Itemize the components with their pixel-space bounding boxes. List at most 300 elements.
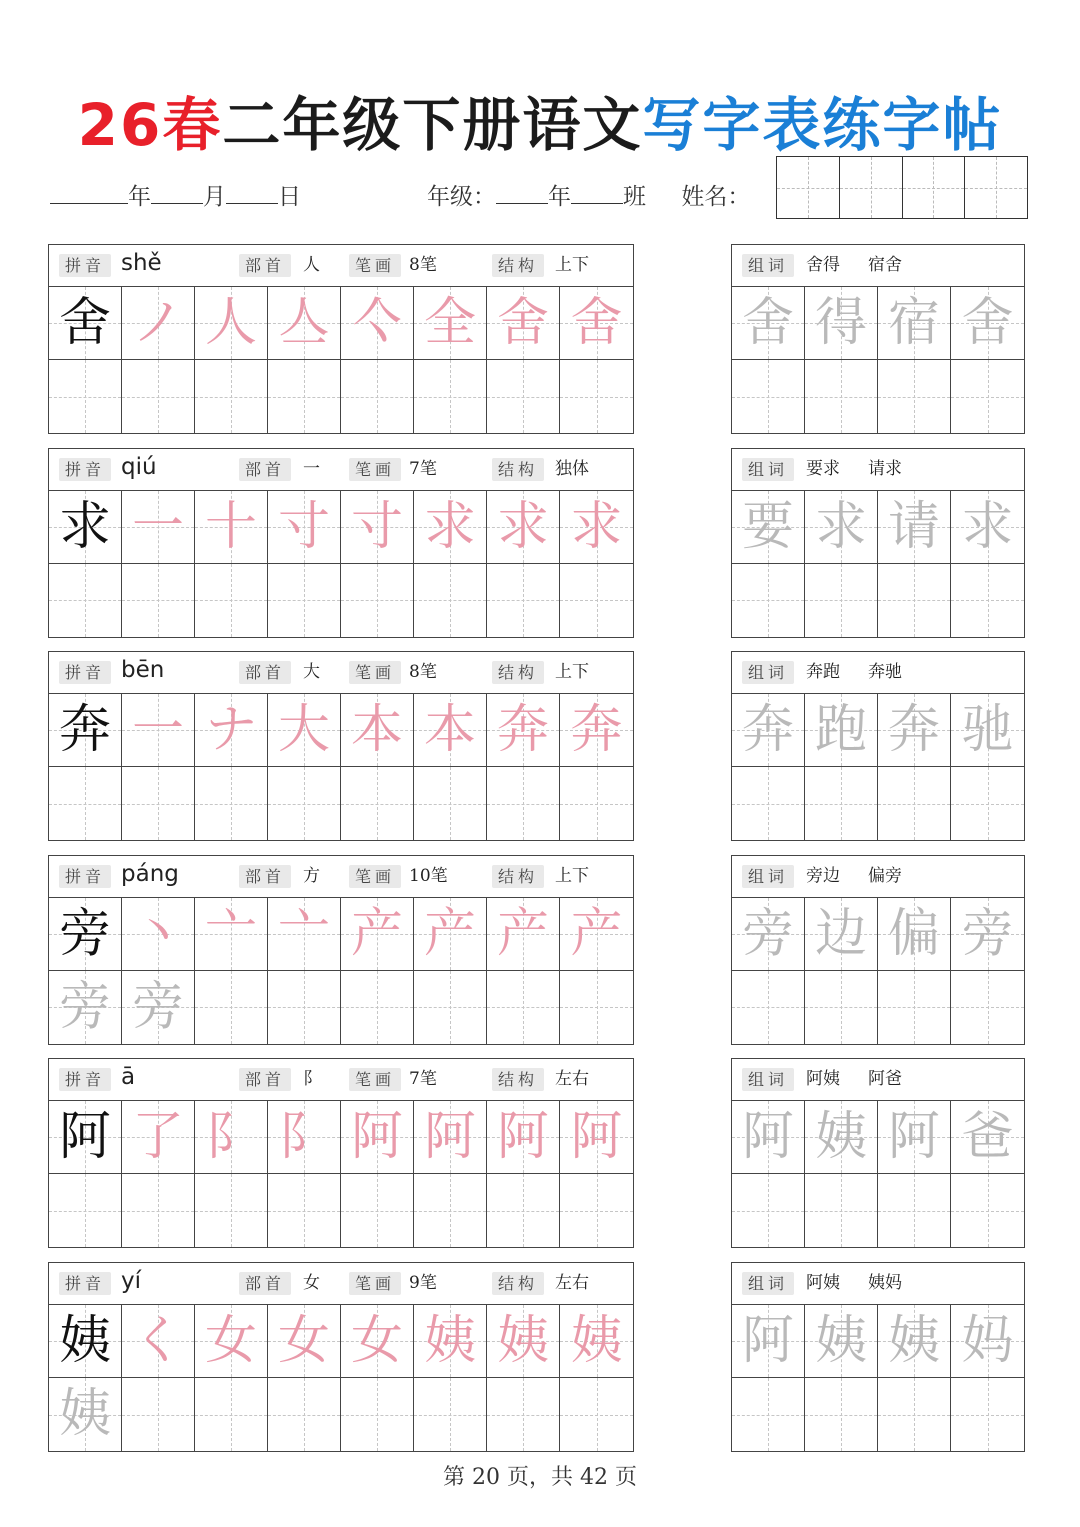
word-panel xyxy=(731,244,1025,434)
writing-cell[interactable] xyxy=(341,1174,414,1247)
word-writing-cell[interactable] xyxy=(805,971,878,1044)
word-header xyxy=(732,1263,1024,1305)
stroke-step-character: 阝 xyxy=(277,1107,330,1168)
word-1: 阿姨 xyxy=(806,1273,840,1293)
word-writing-cell[interactable] xyxy=(951,1174,1024,1247)
word-writing-cell[interactable] xyxy=(732,694,805,767)
writing-cell[interactable] xyxy=(487,491,560,564)
writing-cell[interactable] xyxy=(268,694,341,767)
writing-cell[interactable] xyxy=(49,971,122,1044)
pinyin-tag: 拼音 xyxy=(59,661,111,684)
stroke-step-character: 产 xyxy=(570,903,623,964)
radical-tag: 部首 xyxy=(239,1272,291,1295)
year-blank[interactable] xyxy=(50,181,128,204)
writing-cell[interactable] xyxy=(560,767,633,840)
writing-cell[interactable] xyxy=(560,694,633,767)
stroke-step-character: 本 xyxy=(350,700,403,761)
writing-cell[interactable] xyxy=(414,898,487,971)
word-trace-character: 求 xyxy=(961,496,1014,557)
writing-cell[interactable] xyxy=(122,1101,195,1174)
writing-cell[interactable] xyxy=(487,287,560,360)
strokes-value: 7笔 xyxy=(409,1069,437,1090)
stroke-step-character: 阿 xyxy=(570,1107,623,1168)
word-2: 阿爸 xyxy=(868,1069,902,1090)
writing-cell[interactable] xyxy=(560,1174,633,1247)
writing-cell[interactable] xyxy=(268,287,341,360)
writing-cell[interactable] xyxy=(341,491,414,564)
writing-cell[interactable] xyxy=(49,1174,122,1247)
writing-cell[interactable] xyxy=(560,1101,633,1174)
writing-cell[interactable] xyxy=(341,971,414,1044)
word-writing-cell[interactable] xyxy=(878,767,951,840)
stroke-step-character: 求 xyxy=(423,496,476,557)
word-trace-character: 姨 xyxy=(814,1311,867,1371)
writing-cell[interactable] xyxy=(487,898,560,971)
word-2: 奔驰 xyxy=(868,662,902,683)
stroke-step-character: 舍 xyxy=(570,293,623,353)
word-writing-cell[interactable] xyxy=(878,287,951,360)
writing-cell[interactable] xyxy=(122,1378,195,1451)
stroke-step-character: 求 xyxy=(496,496,549,557)
writing-cell[interactable] xyxy=(122,694,195,767)
writing-cell[interactable] xyxy=(49,1305,122,1378)
structure-tag: 结构 xyxy=(492,1272,544,1295)
writing-cell[interactable] xyxy=(341,564,414,637)
word-2: 宿舍 xyxy=(868,255,902,275)
stroke-step-character: 亠 xyxy=(277,903,330,964)
writing-cell[interactable] xyxy=(560,1378,633,1451)
stroke-step-character: 求 xyxy=(570,496,623,557)
structure-tag: 结构 xyxy=(492,254,544,277)
word-writing-cell[interactable] xyxy=(732,360,805,433)
stroke-step-character: 产 xyxy=(350,903,403,964)
strokes-tag: 笔画 xyxy=(349,1068,401,1091)
writing-cell[interactable] xyxy=(341,287,414,360)
word-writing-cell[interactable] xyxy=(878,1101,951,1174)
word-writing-cell[interactable] xyxy=(732,491,805,564)
stroke-step-character: ナ xyxy=(204,700,257,761)
radical-value: 一 xyxy=(303,458,320,479)
character-panel xyxy=(48,244,634,434)
writing-cell[interactable] xyxy=(49,491,122,564)
writing-cell[interactable] xyxy=(414,694,487,767)
structure-value: 上下 xyxy=(555,255,589,275)
word-trace-character: 旁 xyxy=(741,903,794,964)
writing-cell[interactable] xyxy=(195,1378,268,1451)
writing-cell[interactable] xyxy=(341,360,414,433)
grade-blank[interactable] xyxy=(496,181,548,204)
radical-tag: 部首 xyxy=(239,661,291,684)
word-trace-character: 舍 xyxy=(961,293,1014,353)
writing-cell[interactable] xyxy=(195,287,268,360)
month-blank[interactable] xyxy=(151,181,203,204)
word-writing-cell[interactable] xyxy=(878,564,951,637)
writing-cell[interactable] xyxy=(195,971,268,1044)
stroke-step-character: 奔 xyxy=(496,700,549,761)
word-writing-cell[interactable] xyxy=(732,1378,805,1451)
writing-cell[interactable] xyxy=(560,491,633,564)
title-part-1: 26春 xyxy=(77,91,223,159)
strokes-value: 10笔 xyxy=(409,865,448,886)
word-writing-cell[interactable] xyxy=(878,898,951,971)
radical-value: 女 xyxy=(303,1273,320,1293)
word-writing-cell[interactable] xyxy=(951,287,1024,360)
words-tag: 组词 xyxy=(742,1272,794,1295)
word-trace-character: 驰 xyxy=(961,700,1014,761)
strokes-value: 7笔 xyxy=(409,458,437,479)
word-header xyxy=(732,1059,1024,1101)
word-header xyxy=(732,449,1024,491)
stroke-step-character: 本 xyxy=(423,700,476,761)
writing-cell[interactable] xyxy=(268,971,341,1044)
word-panel xyxy=(731,1262,1025,1452)
stroke-step-character: 大 xyxy=(277,700,330,761)
writing-cell[interactable] xyxy=(341,694,414,767)
word-trace-character: 奔 xyxy=(741,700,794,761)
writing-cell[interactable] xyxy=(49,360,122,433)
character-panel xyxy=(48,448,634,638)
word-trace-character: 舍 xyxy=(741,293,794,353)
writing-cell[interactable] xyxy=(414,491,487,564)
strokes-value: 8笔 xyxy=(409,255,437,275)
word-writing-cell[interactable] xyxy=(805,767,878,840)
word-trace-character: 阿 xyxy=(741,1107,794,1168)
writing-cell[interactable] xyxy=(122,971,195,1044)
word-writing-cell[interactable] xyxy=(732,1305,805,1378)
writing-cell[interactable] xyxy=(122,1174,195,1247)
writing-cell[interactable] xyxy=(122,360,195,433)
model-character: 求 xyxy=(58,496,111,557)
structure-value: 左右 xyxy=(555,1069,589,1090)
word-panel xyxy=(731,651,1025,841)
word-writing-cell[interactable] xyxy=(805,491,878,564)
writing-cell[interactable] xyxy=(414,971,487,1044)
word-writing-cell[interactable] xyxy=(805,360,878,433)
writing-cell[interactable] xyxy=(268,1174,341,1247)
writing-cell[interactable] xyxy=(414,287,487,360)
writing-cell[interactable] xyxy=(49,767,122,840)
word-writing-cell[interactable] xyxy=(878,1378,951,1451)
writing-cell[interactable] xyxy=(195,767,268,840)
word-writing-cell[interactable] xyxy=(878,694,951,767)
word-writing-cell[interactable] xyxy=(878,971,951,1044)
word-writing-cell[interactable] xyxy=(805,1305,878,1378)
stroke-step-character: 亠 xyxy=(204,903,257,964)
radical-value: 方 xyxy=(303,865,320,886)
writing-cell[interactable] xyxy=(49,564,122,637)
stroke-step-character: 人 xyxy=(204,293,257,353)
model-character: 奔 xyxy=(58,700,111,761)
radical-tag: 部首 xyxy=(239,458,291,481)
word-writing-cell[interactable] xyxy=(805,898,878,971)
writing-cell[interactable] xyxy=(195,491,268,564)
stroke-step-character: 产 xyxy=(496,903,549,964)
strokes-tag: 笔画 xyxy=(349,254,401,277)
word-1: 要求 xyxy=(806,458,840,479)
writing-cell[interactable] xyxy=(414,1101,487,1174)
word-writing-cell[interactable] xyxy=(805,1101,878,1174)
writing-cell[interactable] xyxy=(560,971,633,1044)
stroke-step-character: ノ xyxy=(131,293,184,353)
word-writing-cell[interactable] xyxy=(951,1305,1024,1378)
trace-character: 旁 xyxy=(58,976,111,1037)
stroke-step-character: 全 xyxy=(423,293,476,353)
pinyin-tag: 拼音 xyxy=(59,1068,111,1091)
character-info-header xyxy=(49,245,633,287)
word-writing-cell[interactable] xyxy=(732,971,805,1044)
stroke-step-character: 阿 xyxy=(496,1107,549,1168)
stroke-step-character: 姨 xyxy=(570,1311,623,1371)
writing-cell[interactable] xyxy=(487,1378,560,1451)
stroke-step-character: 奔 xyxy=(570,700,623,761)
word-writing-cell[interactable] xyxy=(732,564,805,637)
character-info-header xyxy=(49,652,633,694)
structure-tag: 结构 xyxy=(492,1068,544,1091)
day-label: 日 xyxy=(278,184,301,210)
stroke-step-character: 丶 xyxy=(131,903,184,964)
writing-cell[interactable] xyxy=(122,1305,195,1378)
writing-cell[interactable] xyxy=(122,898,195,971)
pinyin-tag: 拼音 xyxy=(59,1272,111,1295)
writing-cell[interactable] xyxy=(487,694,560,767)
radical-tag: 部首 xyxy=(239,865,291,888)
writing-cell[interactable] xyxy=(122,564,195,637)
writing-cell[interactable] xyxy=(560,898,633,971)
writing-cell[interactable] xyxy=(341,898,414,971)
word-1: 舍得 xyxy=(806,255,840,275)
writing-cell[interactable] xyxy=(414,360,487,433)
character-info-header xyxy=(49,856,633,898)
page-title xyxy=(0,78,1080,162)
word-writing-cell[interactable] xyxy=(805,287,878,360)
writing-cell[interactable] xyxy=(195,1174,268,1247)
pinyin-tag: 拼音 xyxy=(59,865,111,888)
writing-cell[interactable] xyxy=(341,1305,414,1378)
stroke-step-character: 阿 xyxy=(350,1107,403,1168)
structure-value: 上下 xyxy=(555,662,589,683)
word-writing-cell[interactable] xyxy=(951,1101,1024,1174)
word-writing-cell[interactable] xyxy=(951,360,1024,433)
radical-tag: 部首 xyxy=(239,1068,291,1091)
month-label: 月 xyxy=(203,184,226,210)
word-writing-cell[interactable] xyxy=(805,1378,878,1451)
word-trace-character: 阿 xyxy=(741,1311,794,1371)
writing-cell[interactable] xyxy=(49,898,122,971)
character-panel xyxy=(48,1058,634,1248)
writing-cell[interactable] xyxy=(341,1378,414,1451)
word-trace-character: 偏 xyxy=(887,903,940,964)
writing-cell[interactable] xyxy=(268,767,341,840)
writing-cell[interactable] xyxy=(195,1305,268,1378)
writing-cell[interactable] xyxy=(195,360,268,433)
word-1: 阿姨 xyxy=(806,1069,840,1090)
words-tag: 组词 xyxy=(742,865,794,888)
writing-cell[interactable] xyxy=(268,1101,341,1174)
strokes-tag: 笔画 xyxy=(349,1272,401,1295)
character-info-header xyxy=(49,1059,633,1101)
word-header xyxy=(732,856,1024,898)
stroke-step-character: 了 xyxy=(131,1107,184,1168)
model-character: 姨 xyxy=(58,1311,111,1371)
model-character: 舍 xyxy=(58,293,111,353)
writing-cell[interactable] xyxy=(122,767,195,840)
stroke-step-character: 寸 xyxy=(277,496,330,557)
word-writing-cell[interactable] xyxy=(732,287,805,360)
writing-cell[interactable] xyxy=(341,1101,414,1174)
strokes-tag: 笔画 xyxy=(349,865,401,888)
writing-cell[interactable] xyxy=(268,564,341,637)
writing-cell[interactable] xyxy=(414,564,487,637)
writing-cell[interactable] xyxy=(49,1101,122,1174)
stroke-step-character: 阿 xyxy=(423,1107,476,1168)
writing-cell[interactable] xyxy=(414,767,487,840)
day-blank[interactable] xyxy=(226,181,278,204)
pinyin-value: bēn xyxy=(121,657,165,684)
pinyin-value: ā xyxy=(121,1064,136,1091)
word-trace-character: 请 xyxy=(887,496,940,557)
writing-cell[interactable] xyxy=(268,898,341,971)
word-panel xyxy=(731,1058,1025,1248)
word-trace-character: 边 xyxy=(814,903,867,964)
character-panel xyxy=(48,1262,634,1452)
words-tag: 组词 xyxy=(742,458,794,481)
word-trace-character: 奔 xyxy=(887,700,940,761)
word-writing-cell[interactable] xyxy=(805,1174,878,1247)
stroke-step-character: 一 xyxy=(131,700,184,761)
writing-cell[interactable] xyxy=(487,1101,560,1174)
character-info-header xyxy=(49,1263,633,1305)
writing-cell[interactable] xyxy=(487,1174,560,1247)
word-writing-cell[interactable] xyxy=(951,491,1024,564)
word-writing-cell[interactable] xyxy=(805,694,878,767)
stroke-step-character: 女 xyxy=(350,1311,403,1371)
word-writing-cell[interactable] xyxy=(732,898,805,971)
writing-cell[interactable] xyxy=(195,694,268,767)
radical-value: 人 xyxy=(303,255,320,275)
word-writing-cell[interactable] xyxy=(878,1305,951,1378)
character-panel xyxy=(48,651,634,841)
word-trace-character: 得 xyxy=(814,293,867,353)
writing-cell[interactable] xyxy=(49,694,122,767)
structure-tag: 结构 xyxy=(492,865,544,888)
radical-value: 大 xyxy=(303,662,320,683)
stroke-step-character: 亽 xyxy=(350,293,403,353)
words-tag: 组词 xyxy=(742,661,794,684)
title-part-2: 二年级下册语文 xyxy=(222,91,643,159)
structure-tag: 结构 xyxy=(492,458,544,481)
writing-cell[interactable] xyxy=(560,360,633,433)
words-tag: 组词 xyxy=(742,254,794,277)
word-writing-cell[interactable] xyxy=(951,971,1024,1044)
grade-year-label: 年 xyxy=(548,184,571,210)
word-trace-character: 要 xyxy=(741,496,794,557)
name-label: 姓名： xyxy=(681,184,751,210)
word-trace-character: 宿 xyxy=(887,293,940,353)
word-writing-cell[interactable] xyxy=(732,767,805,840)
writing-cell[interactable] xyxy=(414,1174,487,1247)
writing-cell[interactable] xyxy=(195,1101,268,1174)
writing-cell[interactable] xyxy=(49,1378,122,1451)
writing-cell[interactable] xyxy=(487,767,560,840)
writing-cell[interactable] xyxy=(487,971,560,1044)
writing-cell[interactable] xyxy=(487,1305,560,1378)
model-character: 旁 xyxy=(58,903,111,964)
word-writing-cell[interactable] xyxy=(732,1101,805,1174)
writing-cell[interactable] xyxy=(414,1305,487,1378)
word-writing-cell[interactable] xyxy=(805,564,878,637)
stroke-step-character: 舍 xyxy=(496,293,549,353)
writing-cell[interactable] xyxy=(195,564,268,637)
word-2: 偏旁 xyxy=(868,865,902,886)
radical-tag: 部首 xyxy=(239,254,291,277)
word-1: 旁边 xyxy=(806,865,840,886)
name-box[interactable] xyxy=(776,156,1028,219)
writing-cell[interactable] xyxy=(560,564,633,637)
writing-cell[interactable] xyxy=(487,564,560,637)
writing-cell[interactable] xyxy=(49,287,122,360)
word-trace-character: 爸 xyxy=(961,1107,1014,1168)
class-blank[interactable] xyxy=(571,181,623,204)
writing-cell[interactable] xyxy=(560,1305,633,1378)
word-writing-cell[interactable] xyxy=(732,1174,805,1247)
writing-cell[interactable] xyxy=(268,360,341,433)
writing-cell[interactable] xyxy=(341,767,414,840)
word-writing-cell[interactable] xyxy=(951,1378,1024,1451)
word-trace-character: 求 xyxy=(814,496,867,557)
writing-cell[interactable] xyxy=(268,491,341,564)
writing-cell[interactable] xyxy=(268,1305,341,1378)
writing-cell[interactable] xyxy=(414,1378,487,1451)
year-label: 年 xyxy=(128,184,151,210)
word-trace-character: 姨 xyxy=(887,1311,940,1371)
word-2: 请求 xyxy=(868,458,902,479)
word-writing-cell[interactable] xyxy=(878,360,951,433)
word-trace-character: 阿 xyxy=(887,1107,940,1168)
stroke-step-character: 女 xyxy=(204,1311,257,1371)
stroke-step-character: 姨 xyxy=(496,1311,549,1371)
stroke-step-character: 一 xyxy=(131,496,184,557)
word-writing-cell[interactable] xyxy=(951,898,1024,971)
structure-tag: 结构 xyxy=(492,661,544,684)
structure-value: 左右 xyxy=(555,1273,589,1293)
strokes-value: 8笔 xyxy=(409,662,437,683)
writing-cell[interactable] xyxy=(195,898,268,971)
words-tag: 组词 xyxy=(742,1068,794,1091)
word-writing-cell[interactable] xyxy=(951,694,1024,767)
word-writing-cell[interactable] xyxy=(951,564,1024,637)
stroke-step-character: 寸 xyxy=(350,496,403,557)
word-header xyxy=(732,652,1024,694)
writing-cell[interactable] xyxy=(268,1378,341,1451)
title-part-3: 写字表练字帖 xyxy=(642,91,1003,159)
class-line xyxy=(427,178,750,210)
writing-cell[interactable] xyxy=(487,360,560,433)
word-writing-cell[interactable] xyxy=(951,767,1024,840)
writing-cell[interactable] xyxy=(122,491,195,564)
trace-character: 旁 xyxy=(131,976,184,1037)
word-trace-character: 旁 xyxy=(961,903,1014,964)
writing-cell[interactable] xyxy=(560,287,633,360)
pinyin-tag: 拼音 xyxy=(59,458,111,481)
strokes-value: 9笔 xyxy=(409,1273,437,1293)
pinyin-tag: 拼音 xyxy=(59,254,111,277)
word-writing-cell[interactable] xyxy=(878,1174,951,1247)
stroke-step-character: く xyxy=(131,1311,184,1371)
word-writing-cell[interactable] xyxy=(878,491,951,564)
writing-cell[interactable] xyxy=(122,287,195,360)
word-trace-character: 跑 xyxy=(814,700,867,761)
word-trace-character: 姨 xyxy=(814,1107,867,1168)
